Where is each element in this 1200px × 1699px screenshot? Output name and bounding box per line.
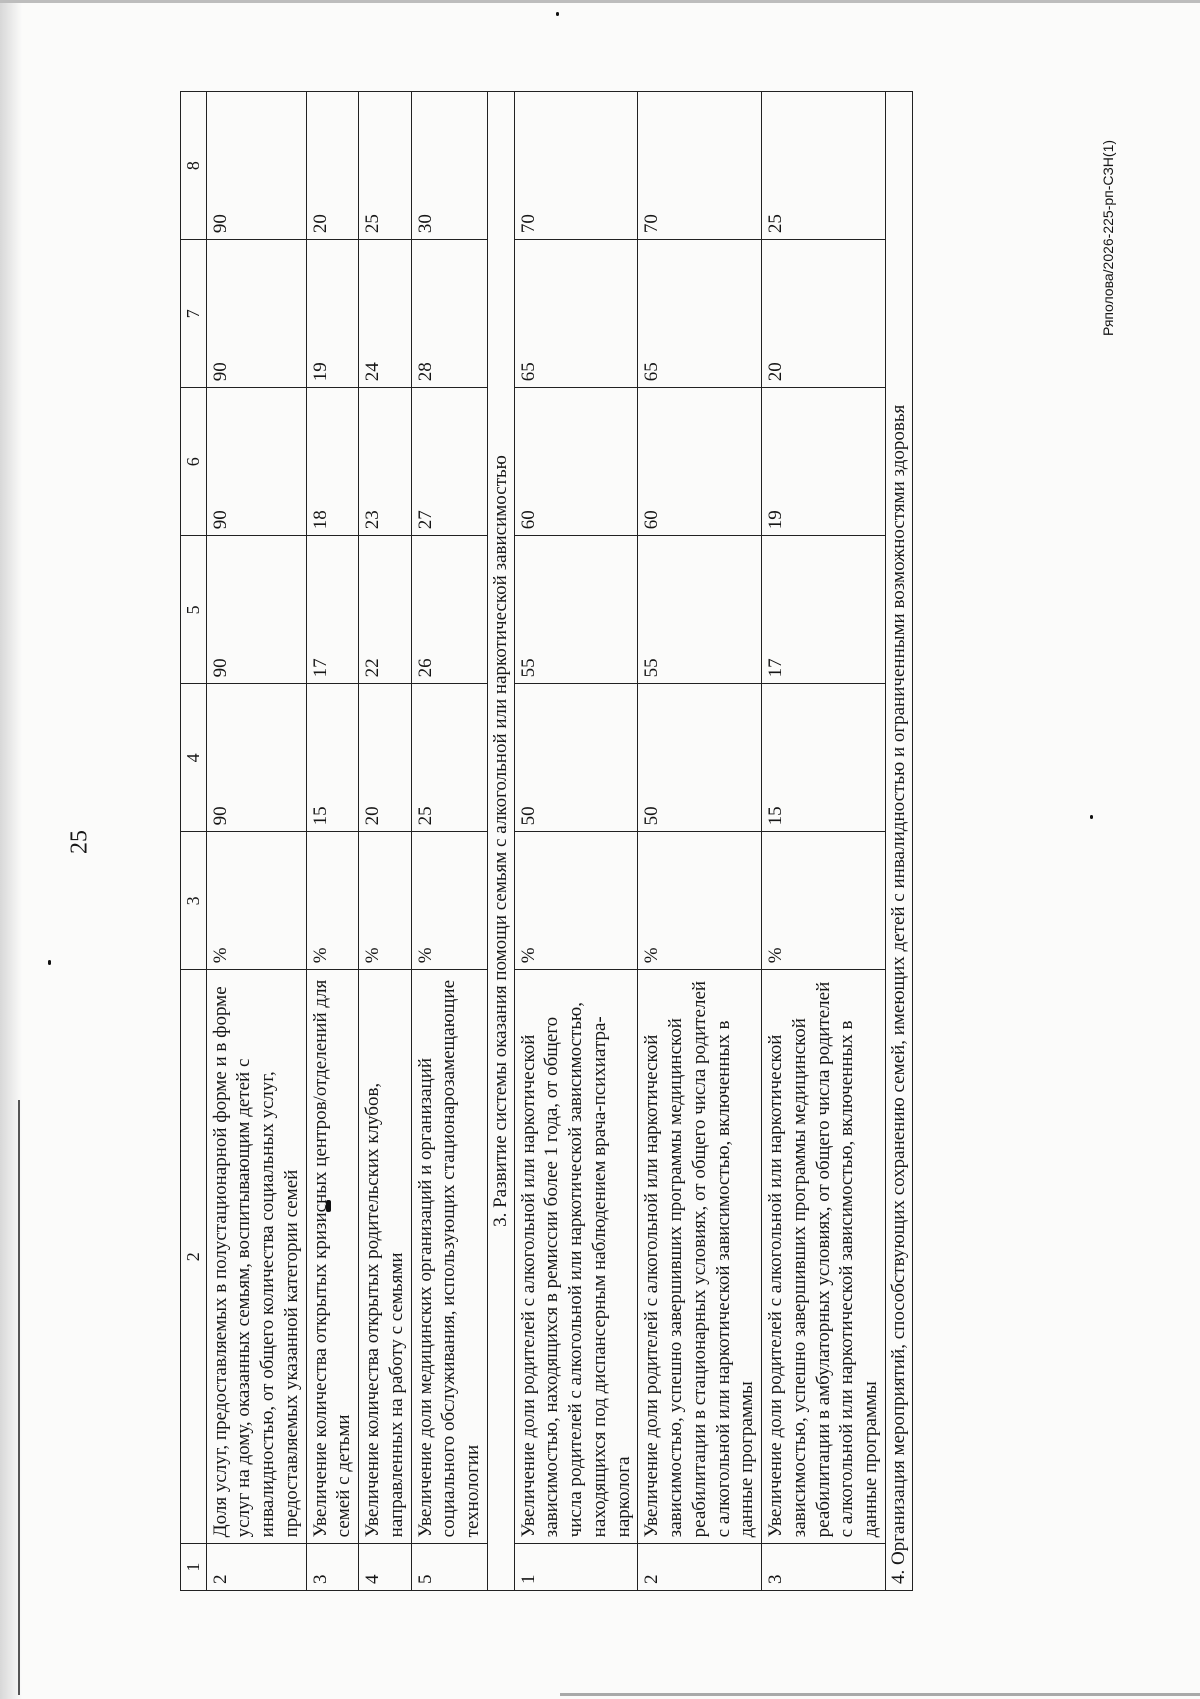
value-cell: 90 bbox=[206, 536, 306, 684]
row-number: 3 bbox=[306, 1544, 359, 1591]
table-header-row bbox=[181, 92, 207, 1591]
section-heading: 3. Развитие системы оказания помощи семьям с алкогольной или наркотической зависимостью bbox=[487, 92, 514, 1591]
value-cell: 20 bbox=[359, 684, 412, 832]
value-cell: 17 bbox=[306, 536, 359, 684]
indicator-text: Увеличение количества открытых родительских клубов, направленных на работу с семьями bbox=[359, 970, 412, 1544]
indicator-text: Увеличение доли родителей с алкогольной или наркотической зависимостью, успешно завершивших программы медицинской реабилитации в амбулаторных условиях, от общего числа родителей с алкогольной или наркотической зависимостью, включенных в данные программы bbox=[762, 970, 886, 1544]
scan-speck bbox=[48, 960, 51, 965]
value-cell: 17 bbox=[762, 536, 886, 684]
scan-speck bbox=[556, 12, 559, 16]
section-heading: 4. Организация мероприятий, способствующих сохранению семей, имеющих детей с инвалидностью и ограниченными возможностями здоровья bbox=[885, 92, 912, 1591]
indicator-text: Увеличение доли медицинских организаций и организаций социального обслуживания, использующих стационарозамещающие технологии bbox=[411, 970, 487, 1544]
table-row bbox=[206, 92, 306, 1591]
value-cell: 25 bbox=[411, 684, 487, 832]
page-number: 25 bbox=[66, 830, 93, 854]
table-row bbox=[306, 92, 359, 1591]
value-cell: 90 bbox=[206, 388, 306, 536]
value-cell: 23 bbox=[359, 388, 412, 536]
footer-code: Ряполова/2026-225-рп-СЗН(1) bbox=[1100, 139, 1116, 337]
value-cell: 15 bbox=[306, 684, 359, 832]
value-cell: 50 bbox=[514, 684, 638, 832]
value-cell: 28 bbox=[411, 240, 487, 388]
indicator-text: Увеличение доли родителей с алкогольной или наркотической зависимостью, успешно завершивших программы медицинской реабилитации в стационарных условиях, от общего числа родителей с алкогольной или наркотической зависимостью, включенных в данные программы bbox=[638, 970, 762, 1544]
row-number: 2 bbox=[638, 1544, 762, 1591]
table-row bbox=[638, 92, 762, 1591]
value-cell: 90 bbox=[206, 240, 306, 388]
value-cell: 60 bbox=[514, 388, 638, 536]
value-cell: 50 bbox=[638, 684, 762, 832]
section-heading-row bbox=[885, 92, 912, 1591]
row-number: 5 bbox=[411, 1544, 487, 1591]
scan-speck bbox=[1090, 815, 1093, 819]
value-cell: 20 bbox=[762, 240, 886, 388]
value-cell: 70 bbox=[638, 92, 762, 240]
indicator-text: Увеличение доли родителей с алкогольной или наркотической зависимостью, находящихся в ремиссии более 1 года, от общего числа родителей с алкогольной или наркотической зависимостью, находящихся под диспансерным наблюдением врача-психиатра-нарколога bbox=[514, 970, 638, 1544]
header-cell: 6 bbox=[181, 388, 207, 536]
indicator-text: Доля услуг, предоставляемых в полустационарной форме и в форме услуг на дому, оказанных семьям, воспитывающим детей с инвалидностью, от общего количества социальных услуг, предоставляемых указанной категории семей bbox=[206, 970, 306, 1544]
unit-cell: % bbox=[306, 832, 359, 970]
header-cell: 3 bbox=[181, 832, 207, 970]
header-cell: 7 bbox=[181, 240, 207, 388]
value-cell: 25 bbox=[359, 92, 412, 240]
row-number: 2 bbox=[206, 1544, 306, 1591]
table-row bbox=[514, 92, 638, 1591]
value-cell: 15 bbox=[762, 684, 886, 832]
section-heading-row bbox=[487, 92, 514, 1591]
value-cell: 18 bbox=[306, 388, 359, 536]
row-number: 1 bbox=[514, 1544, 638, 1591]
table-row bbox=[762, 92, 886, 1591]
scan-bottom-edge bbox=[560, 1693, 1200, 1696]
header-cell: 2 bbox=[181, 970, 207, 1544]
indicator-text: Увеличение количества открытых кризисных центров/отделений для семей с детьми bbox=[306, 970, 359, 1544]
scan-top-edge bbox=[0, 0, 1200, 3]
unit-cell: % bbox=[638, 832, 762, 970]
value-cell: 19 bbox=[762, 388, 886, 536]
indicators-table bbox=[180, 91, 913, 1591]
header-cell: 5 bbox=[181, 536, 207, 684]
value-cell: 19 bbox=[306, 240, 359, 388]
scan-left-edge bbox=[18, 1100, 20, 1695]
unit-cell: % bbox=[762, 832, 886, 970]
value-cell: 20 bbox=[306, 92, 359, 240]
value-cell: 65 bbox=[638, 240, 762, 388]
value-cell: 90 bbox=[206, 92, 306, 240]
value-cell: 60 bbox=[638, 388, 762, 536]
row-number: 3 bbox=[762, 1544, 886, 1591]
value-cell: 25 bbox=[762, 92, 886, 240]
header-cell: 4 bbox=[181, 684, 207, 832]
unit-cell: % bbox=[359, 832, 412, 970]
value-cell: 24 bbox=[359, 240, 412, 388]
value-cell: 70 bbox=[514, 92, 638, 240]
table-row bbox=[359, 92, 412, 1591]
rotated-table-wrapper bbox=[180, 91, 1030, 1591]
value-cell: 90 bbox=[206, 684, 306, 832]
unit-cell: % bbox=[206, 832, 306, 970]
table-row bbox=[411, 92, 487, 1591]
value-cell: 26 bbox=[411, 536, 487, 684]
value-cell: 65 bbox=[514, 240, 638, 388]
value-cell: 22 bbox=[359, 536, 412, 684]
row-number: 4 bbox=[359, 1544, 412, 1591]
value-cell: 30 bbox=[411, 92, 487, 240]
value-cell: 55 bbox=[638, 536, 762, 684]
unit-cell: % bbox=[514, 832, 638, 970]
unit-cell: % bbox=[411, 832, 487, 970]
value-cell: 55 bbox=[514, 536, 638, 684]
header-cell: 8 bbox=[181, 92, 207, 240]
value-cell: 27 bbox=[411, 388, 487, 536]
header-cell: 1 bbox=[181, 1544, 207, 1591]
